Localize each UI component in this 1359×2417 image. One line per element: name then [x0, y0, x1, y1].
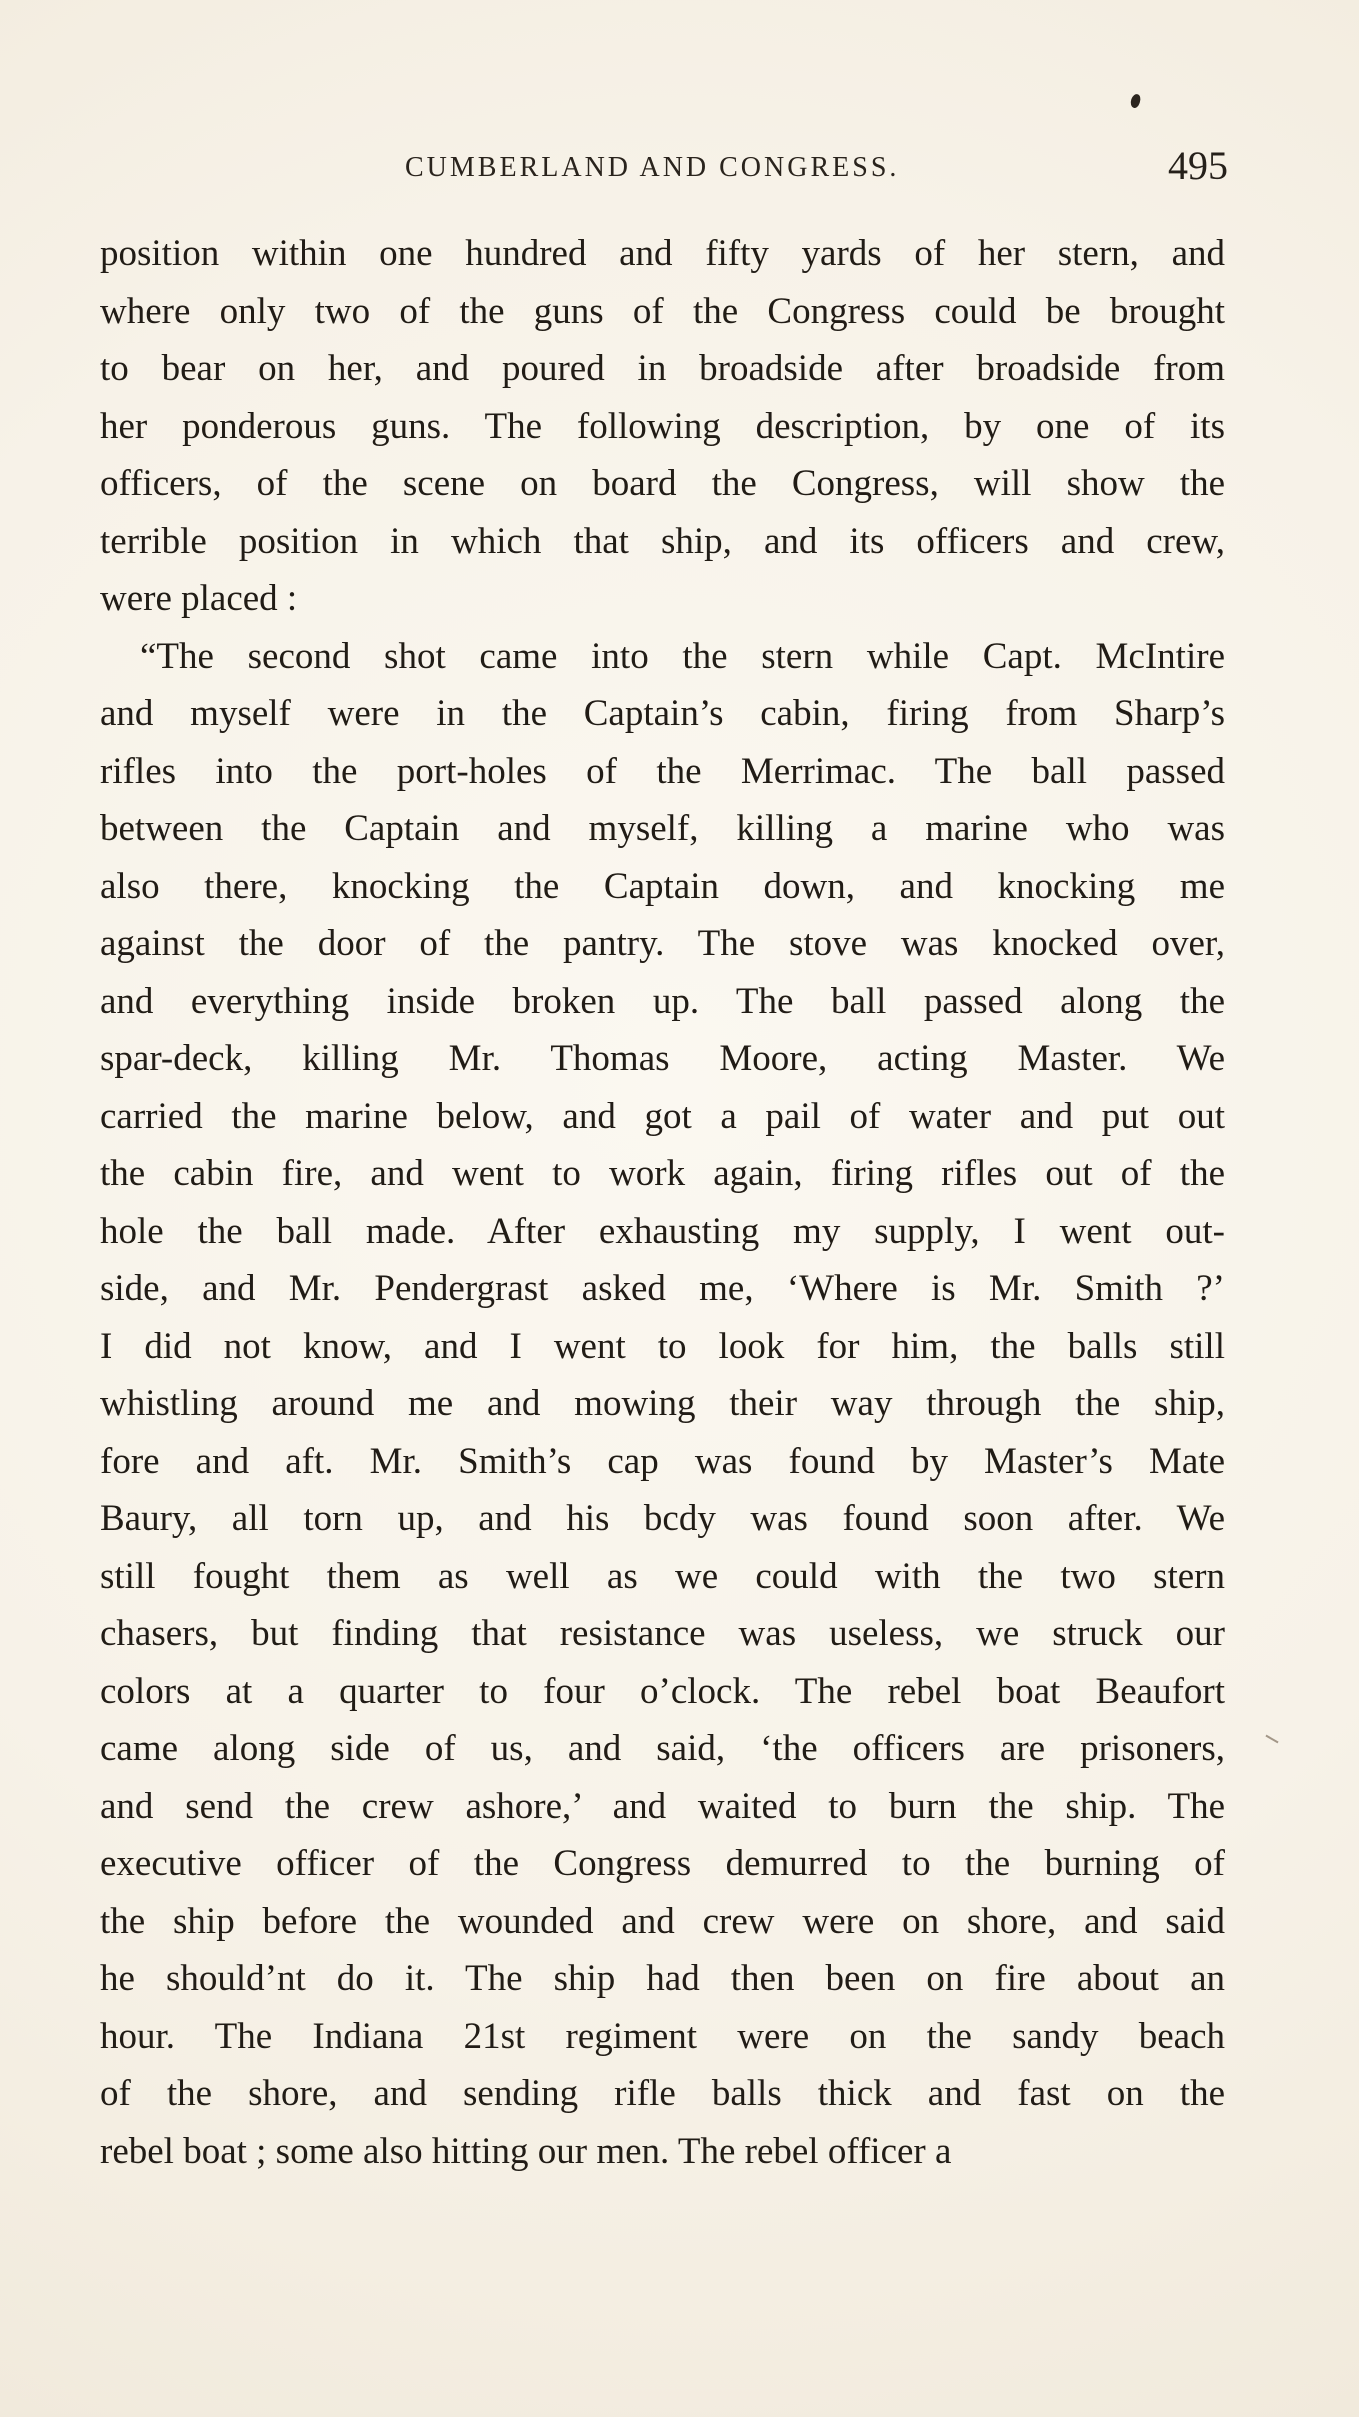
text-line: hole the ball made. After exhausting my supply, I went out- [100, 1210, 1225, 1252]
text-line: the ship before the wounded and crew were on shore, and said [100, 1900, 1225, 1942]
text-line: also there, knocking the Captain down, and knocking me [100, 865, 1225, 907]
text-line: and everything inside broken up. The ball passed along the [100, 980, 1225, 1022]
text-line: I did not know, and I went to look for him, the balls still [100, 1325, 1225, 1367]
running-head: CUMBERLAND AND CONGRESS. [405, 152, 900, 183]
text-line: of the shore, and sending rifle balls thick and fast on the [100, 2073, 1225, 2114]
text-line: hour. The Indiana 21st regiment were on the sandy beach [100, 2015, 1225, 2057]
text-line: colors at a quarter to four o’clock. The rebel boat Beaufort [100, 1670, 1225, 1712]
text-line: terrible position in which that ship, and its officers and crew, [100, 520, 1225, 562]
text-line: her ponderous guns. The following description, by one of its [100, 405, 1225, 447]
text-line: came along side of us, and said, ‘the officers are prisoners, [100, 1728, 1225, 1769]
text-line: still fought them as well as we could with the two stern [100, 1555, 1225, 1597]
text-line: he should’nt do it. The ship had then been on fire about an [100, 1958, 1225, 1999]
text-line: where only two of the guns of the Congress could be brought [100, 290, 1225, 332]
margin-mark [1265, 1735, 1278, 1744]
ink-speck [1129, 93, 1142, 109]
page-number: 495 [1168, 143, 1228, 188]
text-line: rebel boat ; some also hitting our men. The rebel officer a [100, 2130, 952, 2172]
text-line: carried the marine below, and got a pail of water and put out [100, 1095, 1225, 1137]
text-line: side, and Mr. Pendergrast asked me, ‘Where is Mr. Smith ?’ [100, 1268, 1225, 1309]
text-line: rifles into the port-holes of the Merrimac. The ball passed [100, 750, 1225, 792]
text-line: chasers, but finding that resistance was useless, we struck our [100, 1613, 1225, 1654]
text-line: the cabin fire, and went to work again, firing rifles out of the [100, 1153, 1225, 1194]
text-line: executive officer of the Congress demurred to the burning of [100, 1843, 1225, 1884]
text-line: whistling around me and mowing their way through the ship, [100, 1383, 1225, 1424]
text-line: fore and aft. Mr. Smith’s cap was found by Master’s Mate [100, 1440, 1225, 1482]
text-line: spar-deck, killing Mr. Thomas Moore, acting Master. We [100, 1038, 1225, 1079]
text-line: position within one hundred and fifty yards of her stern, and [100, 233, 1225, 274]
body-text [100, 225, 1225, 2180]
text-line: between the Captain and myself, killing a marine who was [100, 808, 1225, 849]
text-line: and myself were in the Captain’s cabin, firing from Sharp’s [100, 693, 1225, 734]
text-line: to bear on her, and poured in broadside after broadside from [100, 348, 1225, 389]
text-line: officers, of the scene on board the Congress, will show the [100, 463, 1225, 504]
page-header [100, 142, 1228, 202]
text-line: Baury, all torn up, and his bcdy was found soon after. We [100, 1498, 1225, 1539]
text-line: against the door of the pantry. The stove was knocked over, [100, 923, 1225, 964]
text-line: and send the crew ashore,’ and waited to burn the ship. The [100, 1785, 1225, 1827]
text-line: were placed : [100, 578, 298, 619]
text-line: “The second shot came into the stern while Capt. McIntire [140, 635, 1225, 677]
